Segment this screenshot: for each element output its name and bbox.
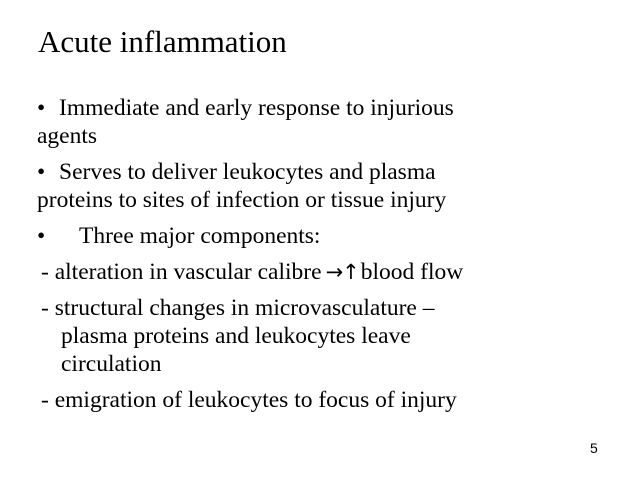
component-item <box>41 386 597 414</box>
bullet-item <box>37 158 597 214</box>
component-item <box>41 258 597 286</box>
bullet-marker: • <box>37 159 46 185</box>
component-text: - structural changes in microvasculature – <box>41 295 435 321</box>
bullet-text: Immediate and early response to injurious <box>59 95 454 121</box>
right-up-arrows-icon: →↑ <box>325 260 359 284</box>
component-item <box>41 294 597 378</box>
bullet-text-continued: agents <box>37 123 98 149</box>
bullet-text: Three major components: <box>79 223 321 249</box>
bullet-item <box>37 222 597 250</box>
page-number: 5 <box>590 440 598 456</box>
bullet-item <box>37 94 597 150</box>
component-text-continued: plasma proteins and leukocytes leave <box>61 323 411 349</box>
bullet-marker: • <box>37 95 46 121</box>
bullet-text-continued: proteins to sites of infection or tissue injury <box>37 187 447 213</box>
bullet-marker: • <box>37 223 46 249</box>
component-text-after: blood flow <box>360 259 464 285</box>
slide-body <box>37 94 597 422</box>
slide-title: Acute inflammation <box>38 24 287 59</box>
bullet-text: Serves to deliver leukocytes and plasma <box>59 159 436 185</box>
component-text: - alteration in vascular calibre <box>41 259 322 285</box>
component-text-continued: circulation <box>61 351 162 377</box>
component-text: - emigration of leukocytes to focus of injury <box>41 387 457 413</box>
